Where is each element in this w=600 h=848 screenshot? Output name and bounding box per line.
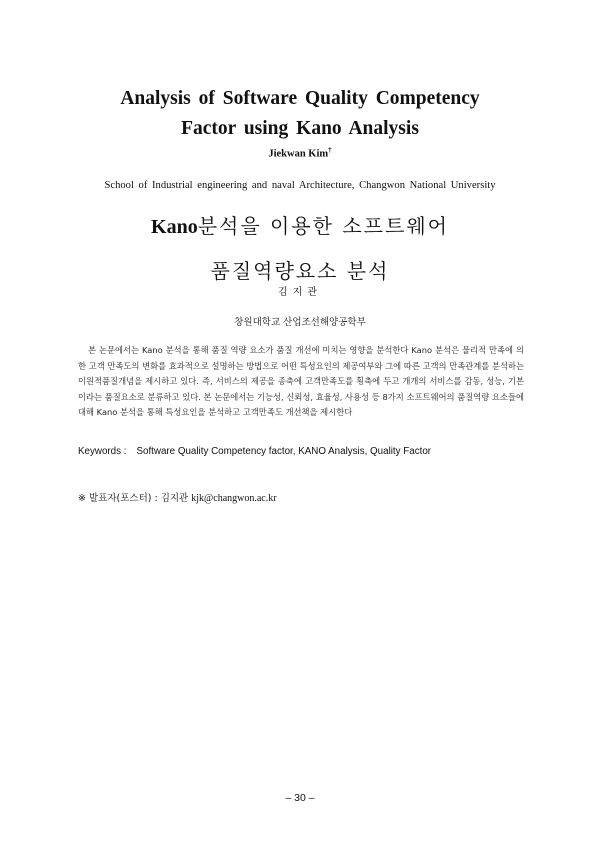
keywords-text: Software Quality Competency factor, KANO Analysis, Quality Factor: [136, 446, 432, 457]
keywords-label: Keywords :: [78, 446, 127, 457]
author-name: Jiekwan Kim: [268, 148, 329, 160]
page-number: – 30 –: [285, 792, 315, 804]
abstract-text: 본 논문에서는 Kano 분석을 통해 품질 역량 요소가 품질 개선에 미치는 영향을 분석한다 Kano 분석은 물리적 만족에 의한 고객 만족도의 변화를 효과적으로 설명하는 방법으로 어떤 특성요인의 제공여부와 그에 따른 고객의 만족관계를 분석하는 이원적품질개념을 제시하고 있다. 즉, 서비스의 제공을 종축에 고객만족도를 횡축에 두고 개개의 서비스를 감동, 성능, 기본이라는 품질요소로 분류하고 있다. 본 논문에서는 기능성, 신뢰성, 효율성, 사용성 등 8가지 소프트웨어의 품질역량 요소들에 대해 Kano 분석을 통해 특성요인을 분석하고 고객만족도 개선책을 제시한다: [78, 345, 524, 417]
korean-author: 김지관: [278, 287, 322, 298]
korean-title: [0, 204, 600, 293]
korean-title-latin: Kano: [151, 216, 198, 238]
english-title: [0, 84, 600, 144]
footnote-email[interactable]: kjk@changwon.ac.kr: [191, 493, 277, 504]
author-mark: †: [328, 146, 332, 154]
english-title-line-2: Factor using Kano Analysis: [181, 118, 419, 139]
korean-title-line-2: 품질역량요소 분석: [210, 259, 390, 283]
abstract: [78, 343, 524, 421]
english-affiliation: School of Industrial engineering and naval Architecture, Changwon National University: [104, 180, 496, 191]
keywords: [78, 446, 548, 457]
presenter-footnote: [78, 490, 548, 504]
english-title-line-1: Analysis of Software Quality Competency: [120, 88, 480, 109]
korean-affiliation: 창원대학교 산업조선해양공학부: [234, 317, 366, 328]
english-author: [0, 146, 600, 160]
korean-title-line-1: [0, 204, 600, 249]
korean-title-rest: 분석을 이용한 소프트웨어: [197, 214, 449, 238]
footnote-label: ※ 발표자(포스터) : 김지관: [78, 493, 189, 504]
